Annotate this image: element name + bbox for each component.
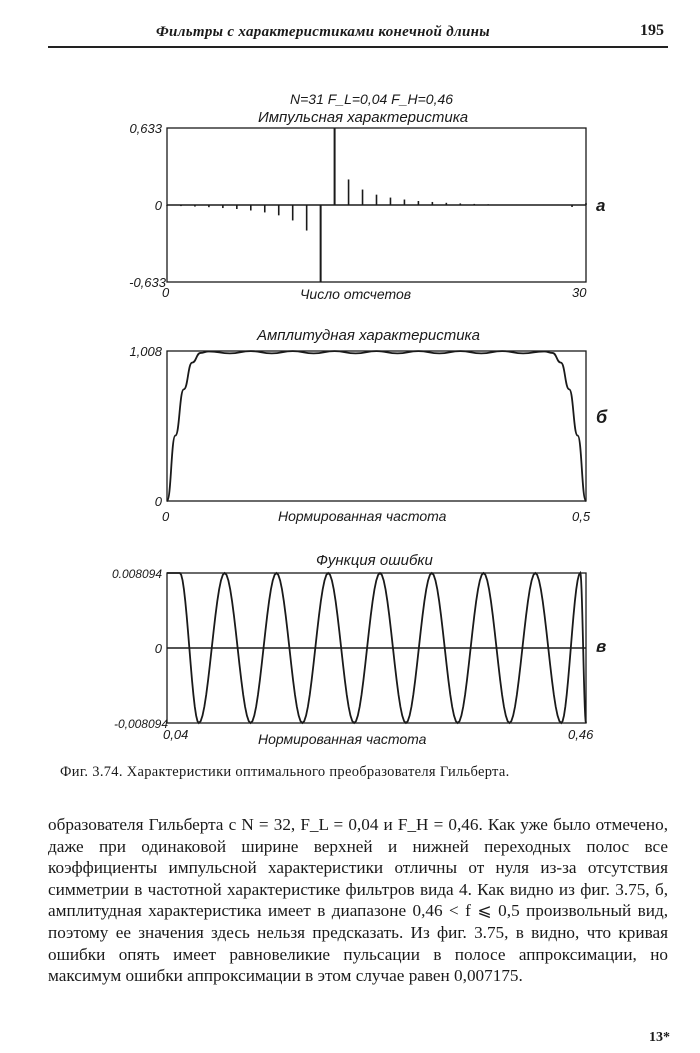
- amplitude-curve: [167, 351, 586, 501]
- panel-a-xtick-right: 30: [572, 285, 587, 300]
- panel-b-xtick-left: 0: [162, 509, 170, 524]
- panel-c-title: Функция ошибки: [316, 552, 433, 569]
- body-text: [48, 814, 668, 987]
- panel-a-ytick-zero: 0: [154, 198, 162, 213]
- paragraph: образователя Гильберта с N = 32, F_L = 0,04 и F_H = 0,46. Как уже было отмечено, даже при одинаковой ширине верхней и нижней переходных полос все коэффициенты импульсной характеристики отличны от нуля из-за отсутствия симметрии в частотной характеристике фильтров вида 4. Как видно из фиг. 3.75, б, амплитудная характеристика имеет в диапазоне 0,46 < f ⩽ 0,5 произвольный вид, поэтому ее значения здесь нельзя предсказать. Из фиг. 3.75, в видно, что кривая ошибки опять имеет равновеликие пульсации в полосе аппроксимации, но максимум ошибки аппроксимации в этом случае равен 0,007175.: [48, 815, 668, 986]
- panel-c-ytick-zero: 0: [154, 641, 162, 656]
- panel-c-letter: в: [596, 637, 607, 656]
- figure-caption: Фиг. 3.74. Характеристики оптимального преобразователя Гильберта.: [60, 764, 510, 780]
- header-title: Фильтры с характеристиками конечной длины: [156, 24, 490, 40]
- panel-b-frame: [167, 351, 586, 501]
- figure-3-74: [0, 80, 700, 760]
- panel-c-ytick-bottom: -0,008094: [113, 717, 168, 731]
- panel-a-ytick-bottom: -0,633: [129, 275, 166, 290]
- panel-b-letter: б: [596, 407, 608, 427]
- panel-a-xtick-left: 0: [162, 285, 170, 300]
- panel-c-xtick-left: 0,04: [163, 727, 189, 742]
- panel-a-title: Импульсная характеристика: [258, 109, 469, 126]
- panel-a-letter: a: [596, 196, 606, 215]
- panel-b-title: Амплитудная характеристика: [257, 327, 480, 344]
- panel-a: [129, 109, 605, 302]
- panel-a-xlabel: Число отсчетов: [300, 286, 412, 302]
- panel-b-ytick-top: 1,008: [129, 344, 162, 359]
- page-number: 195: [640, 22, 664, 39]
- panel-b-xtick-right: 0,5: [572, 509, 591, 524]
- panel-c-ytick-top: 0.008094: [111, 567, 162, 581]
- panel-b: [129, 327, 608, 524]
- panel-b-ytick-zero: 0: [154, 494, 162, 509]
- panel-a-ytick-top: 0,633: [129, 121, 162, 136]
- panel-b-xlabel: Нормированная частота: [278, 508, 447, 524]
- figure-params: N=31 F_L=0,04 F_H=0,46: [290, 91, 454, 107]
- running-header: [48, 18, 668, 48]
- panel-c-xlabel: Нормированная частота: [258, 731, 427, 747]
- panel-c-xtick-right: 0,46: [568, 727, 594, 742]
- signature-mark: 13*: [649, 1030, 670, 1045]
- panel-c: [112, 552, 606, 747]
